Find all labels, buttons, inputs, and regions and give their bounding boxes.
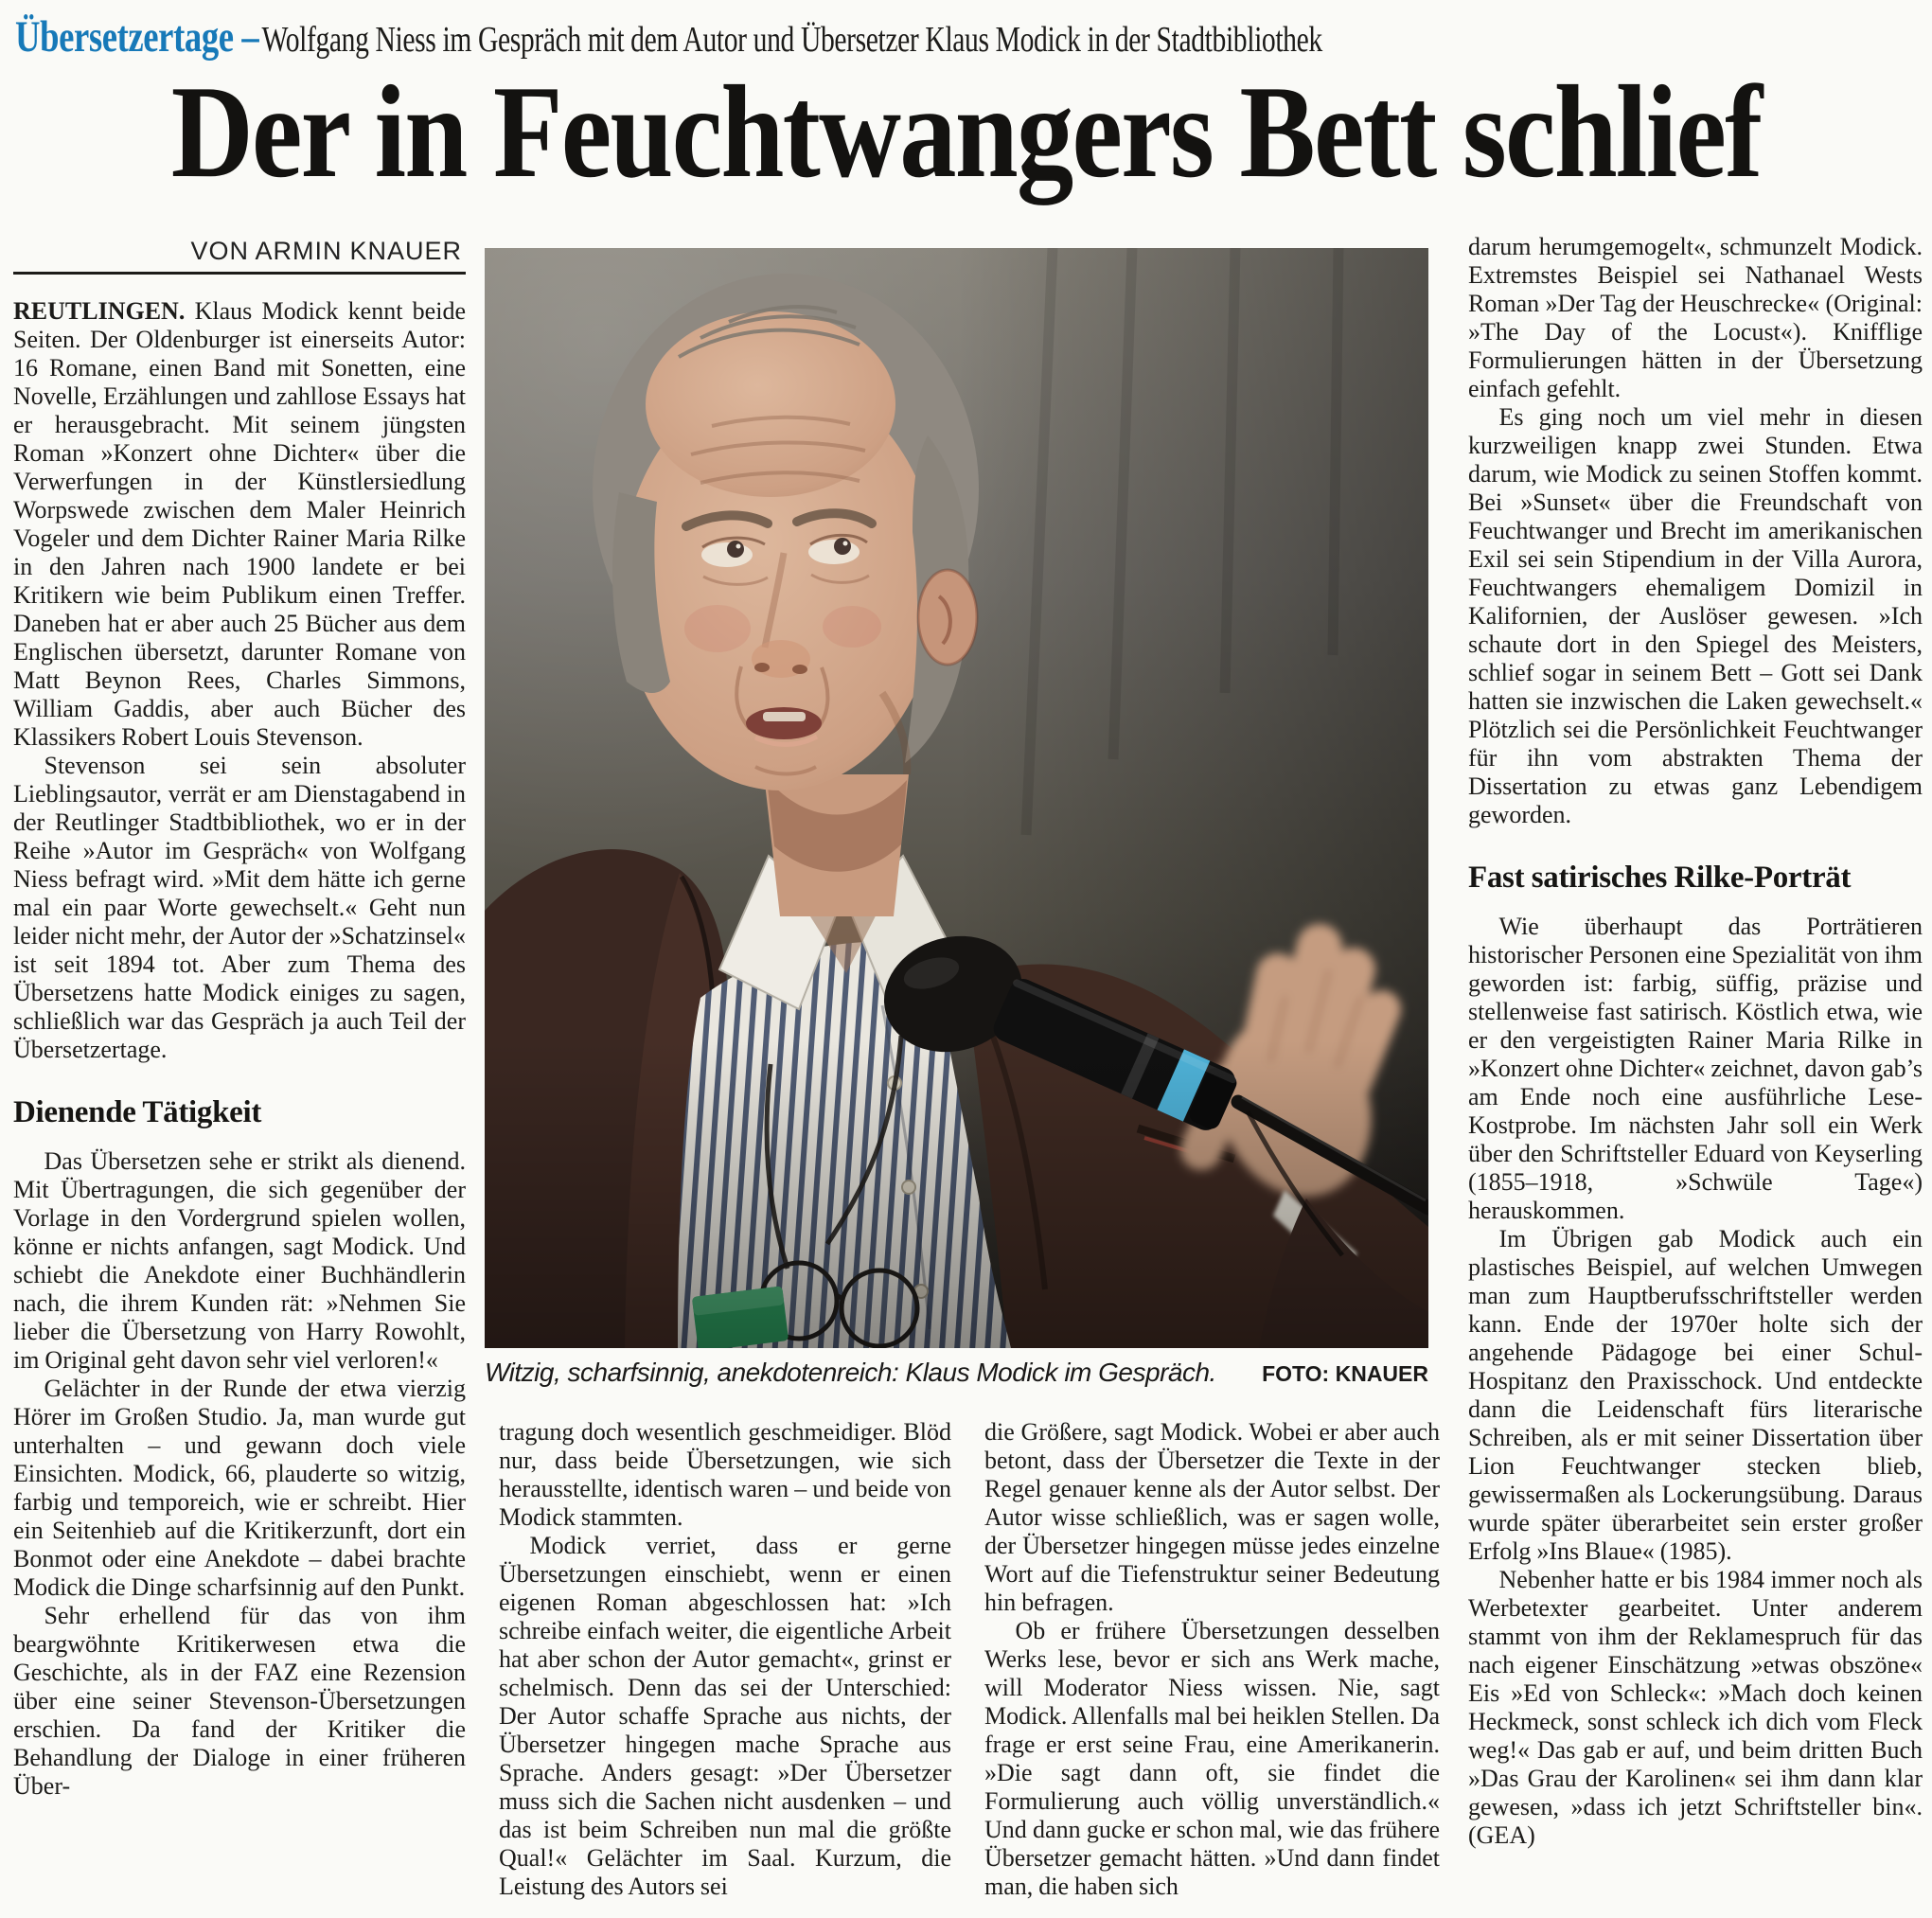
article-column-1 [13, 237, 466, 1912]
dateline: REUTLINGEN. [13, 297, 186, 325]
subhead-rilke-portraet: Fast satirisches Rilke-Porträt [1468, 861, 1852, 895]
paragraph: die Größere, sagt Modick. Wobei er aber auch betont, dass der Übersetzer die Texte in der Regel genauer kenne als der Autor selbst. Der Autor wisse schließlich, was er sagen wolle, der Übersetzer hingegen müsse jedes einzelne Wort auf die Tiefenstruktur seiner Bedeutung hin befragen. [984, 1418, 1440, 1616]
subhead-dienende-taetigkeit: Dienende Tätigkeit [13, 1095, 262, 1129]
paragraph: Im Übrigen gab Modick auch ein plastisches Beispiel, auf welchen Umwegen man zum Hauptberufsschriftsteller werden kann. Ende der 1970er holte sich der angehende Pädagoge bei einer Schul-Hospitanz den Praxisschock. Und entdeckte dann die Leidenschaft fürs literarische Schreiben, als er mit seiner Dissertation über Lion Feuchtwanger stecken blieb, gewissermaßen als Lockerungsübung. Daraus wurde später überarbeitet sein erster großer Erfolg »Ins Blaue« (1985). [1468, 1225, 1923, 1565]
photo-caption: Witzig, scharfsinnig, anekdotenreich: Klaus Modick im Gespräch. [485, 1358, 1216, 1387]
kicker-text: Wolfgang Niess im Gespräch mit dem Autor und Übersetzer Klaus Modick in der Stadtbibliothek [261, 20, 1322, 60]
shade-bottom [485, 248, 1428, 1348]
byline-rule [13, 272, 466, 275]
paragraph: Gelächter in der Runde der etwa vierzig Hörer im Großen Studio. Ja, man wurde gut unterhalten – und gewann doch viele Einsichten. Modick, 66, plauderte so witzig, farbig und temporeich, wie er schreibt. Hier ein Seitenhieb auf die Kritikerzunft, dort ein Bonmot oder eine Anekdote – dabei brachte Modick die Dinge scharfsinnig auf den Punkt. [13, 1375, 466, 1601]
kicker-label: Übersetzertage – [15, 12, 259, 62]
paragraph: Ob er frühere Übersetzungen desselben Werks lese, bevor er sich ans Werk mache, will Moderator Niess wissen. Nie, sagt Modick. Allenfalls mal bei heiklen Stellen. Da frage er erst seine Frau, eine Amerikanerin. »Die sagt dann oft, sie findet die Formulierung auch völlig unverständlich.« Und dann gucke er schon mal, wie das frühere Übersetzer gemacht hätten. »Und dann findet man, die haben sich [984, 1617, 1440, 1900]
photo-klaus-modick [485, 248, 1428, 1348]
photo-credit: FOTO: KNAUER [1262, 1361, 1428, 1386]
paragraph: Es ging noch um viel mehr in diesen kurzweiligen knapp zwei Stunden. Etwa darum, wie Modick zu seinen Stoffen kommt. Bei »Sunset« über die Freundschaft von Feuchtwanger und Brecht im amerikanischen Exil sei sein Stipendium in der Villa Aurora, Feuchtwangers ehemaligem Domizil in Kalifornien, der Auslöser gewesen. »Ich schaute dort in den Spiegel des Meisters, schlief sogar in seinem Bett – Gott sei Dank hatten sie inzwischen die Laken gewechselt.« Plötzlich sei die Persönlichkeit Feuchtwanger für ihn vom abstrakten Thema der Dissertation zu etwas ganz Lebendigem geworden. [1468, 403, 1923, 828]
photo-caption-row [485, 1358, 1428, 1388]
paragraph-text: Klaus Modick kennt beide Seiten. Der Oldenburger ist einerseits Autor: 16 Romane, einen Band mit Sonetten, eine Novelle, Erzählungen und zahllose Essays hat er herausgebracht. Mit seinem jüngsten Roman »Konzert ohne Dichter« über die Verwerfungen in der Künstlersiedlung Worpswede zwischen dem Maler Heinrich Vogeler und dem Dichter Rainer Maria Rilke in den Jahren nach 1900 landete er bei Kritikern wie beim Publikum einen Treffer. Daneben hat er aber auch 25 Bücher aus dem Englischen übersetzt, darunter Romane von Matt Beynon Rees, Charles Simmons, William Gaddis, aber auch Bücher des Klassikers Robert Louis Stevenson. [13, 297, 466, 751]
paragraph: darum herumgemogelt«, schmunzelt Modick. Extremstes Beispiel sei Nathanael Wests Roman »Der Tag der Heuschrecke« (Original: »The Day of the Locust«). Knifflige Formulierungen hätten in der Übersetzung einfach gefehlt. [1468, 233, 1923, 402]
paragraph: Modick verriet, dass er gerne Übersetzungen einschiebt, wenn er einen eigenen Roman abgeschlossen hat: »Ich schreibe einfach weiter, die eigentliche Arbeit hat aber schon der Autor gemacht«, grinst er schelmisch. Denn das sei der Unterschied: Der Autor schaffe Sprache aus nichts, der Übersetzer hingegen mache Sprache aus Sprache. Anders gesagt: »Der Übersetzer muss sich die Sachen nicht ausdenken – und das ist beim Schreiben nun mal die größte Qual!« Gelächter im Saal. Kurzum, die Leistung des Autors sei [499, 1532, 951, 1900]
headline-wrap [0, 59, 1932, 205]
paragraph: tragung doch wesentlich geschmeidiger. Blöd nur, dass beide Übersetzungen, wie sich herausstellte, identisch waren – und beide von Modick stammten. [499, 1418, 951, 1531]
byline: VON ARMIN KNAUER [190, 237, 462, 265]
page-title: Der in Feuchtwangers Bett schlief [170, 59, 1762, 205]
article-column-4 [1468, 233, 1923, 1914]
article-column-2 [499, 1418, 951, 1918]
paragraph: Stevenson sei sein absoluter Lieblingsautor, verrät er am Dienstagabend in der Reutlinger Stadtbibliothek, wo er in der Reihe »Autor im Gespräch« von Wolfgang Niess befragt wird. »Mit dem hätte ich gerne mal ein paar Worte gewechselt.« Geht nun leider nicht mehr, der Autor der »Schatzinsel« ist seit 1894 tot. Aber zum Thema des Übersetzens hatte Modick einiges zu sagen, schließlich war das Gespräch ja auch Teil der Übersetzertage. [13, 752, 466, 1063]
paragraph: Das Übersetzen sehe er strikt als dienend. Mit Übertragungen, die sich gegenüber der Vorlage in den Vordergrund spielen wollen, könne er nichts anfangen, sagt Modick. Und schiebt die Anekdote einer Buchhändlerin nach, die ihrem Kunden rät: »Nehmen Sie lieber die Übersetzung von Harry Rowohlt, im Original geht davon sehr viel verloren!« [13, 1147, 466, 1374]
paragraph [13, 297, 466, 752]
paragraph: Nebenher hatte er bis 1984 immer noch als Werbetexter gearbeitet. Unter anderem stammt von ihm der Reklamespruch für das nach eigener Einschätzung »etwas obszöne« Eis »Ed von Schleck«: »Mach doch keinen Heckmeck, sonst schleck ich dich vom Fleck weg!« Das gab er auf, und beim dritten Buch »Das Grau der Karolinen« sei ihm dann klar gewesen, »dass ich jetzt Schriftsteller bin«. (GEA) [1468, 1566, 1923, 1849]
byline-block [13, 237, 466, 275]
photo-illustration [485, 248, 1428, 1348]
article-column-3 [984, 1418, 1440, 1918]
kicker-line [15, 11, 1322, 62]
paragraph: Wie überhaupt das Porträtieren historischer Personen eine Spezialität von ihm geworden ist: farbig, süffig, präzise und stellenweise fast satirisch. Köstlich etwa, wie er den vergeistigten Rainer Maria Rilke in »Konzert ohne Dichter« zeichnet, davon gab’s am Ende noch eine ausführliche Lese-Kostprobe. Im nächsten Jahr soll ein Werk über den Schriftsteller Eduard von Keyserling (1855–1918, »Schwüle Tage«) herauskommen. [1468, 913, 1923, 1224]
paragraph: Sehr erhellend für das von ihm beargwöhnte Kritikerwesen etwa die Geschichte, als in der FAZ eine Rezension über eine seiner Stevenson-Übersetzungen erschien. Da fand der Kritiker die Behandlung der Dialoge in einer früheren Über- [13, 1602, 466, 1800]
